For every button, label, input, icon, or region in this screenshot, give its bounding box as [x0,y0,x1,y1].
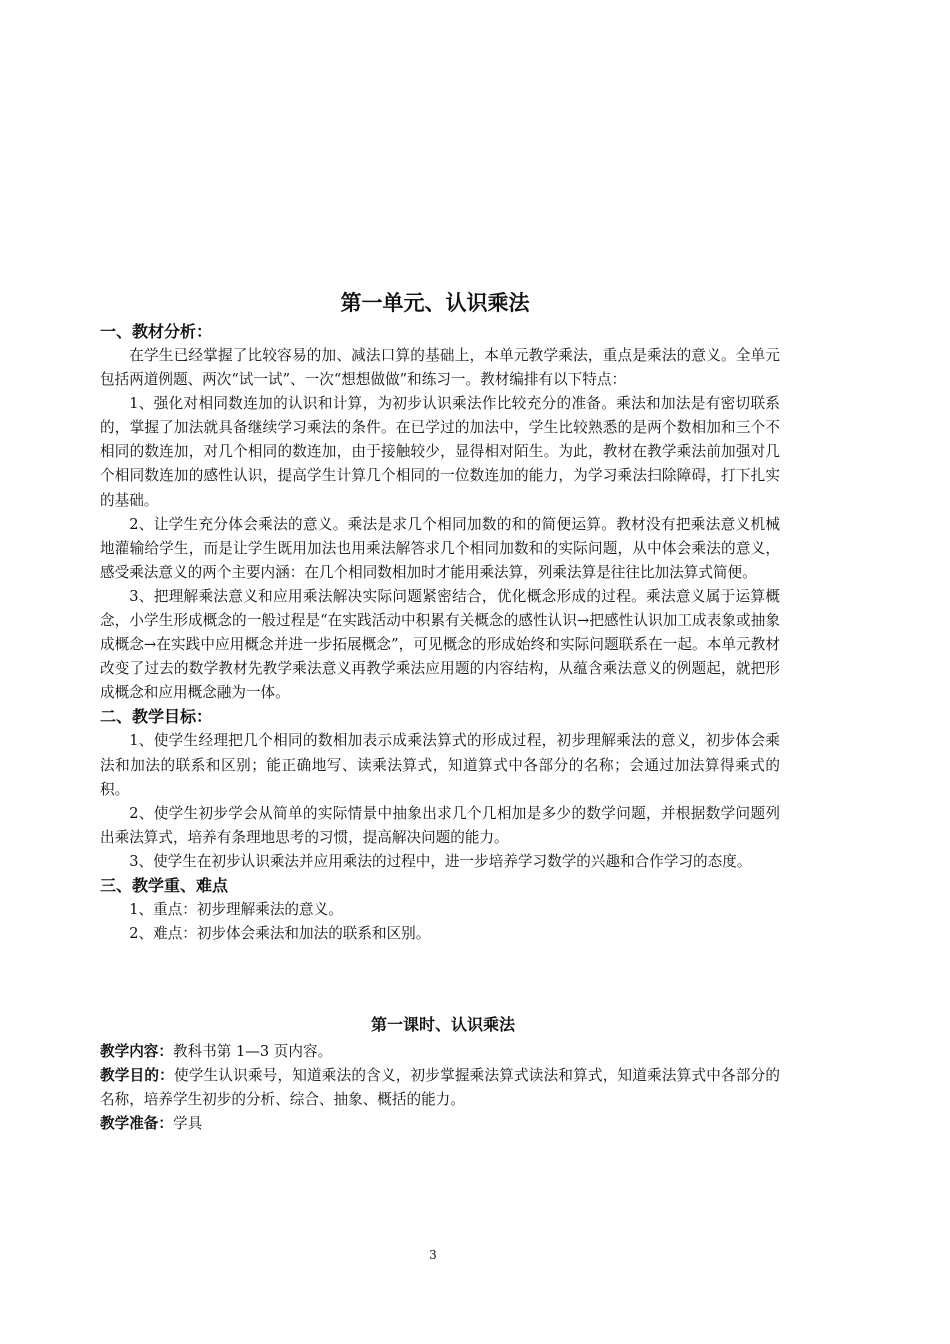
field-label: 教学准备： [100,1115,173,1133]
paragraph: 3、把理解乘法意义和应用乘法解决实际问题紧密结合，优化概念形成的过程。乘法意义属于运算概念，小学生形成概念的一般过程是“在实践活动中积累有关概念的感性认识→把感性认识加工成表象或抽象成概念→在实践中应用概念并进一步拓展概念”，可见概念的形成始终和实际问题联系在一起。本单元教材改变了过去的数学教材先教学乘法意义再教学乘法应用题的内容结构，从蕴含乘法意义的例题起，就把形成概念和应用概念融为一体。 [100,587,780,702]
unit-title: 第一单元、认识乘法 [340,291,530,315]
section-textbook-analysis [100,320,780,705]
paragraph: 2、使学生初步学会从简单的实际情景中抽象出求几个几相加是多少的数学问题，并根据数学问题列出乘法算式，培养有条理地思考的习惯，提高解决问题的能力。 [100,804,780,846]
section-lesson [100,1012,780,1136]
section-heading: 三、教学重、难点 [100,875,229,895]
field-value: 教科书第 1—3 页内容。 [172,1043,333,1061]
lesson-prep [100,1112,780,1136]
paragraph: 3、使学生在初步认识乘法并应用乘法的过程中，进一步培养学习数学的兴趣和合作学习的态度。 [129,852,752,870]
spacer [100,946,780,1012]
section-teaching-goals [100,705,780,874]
section-key-points [100,874,780,946]
paragraph: 在学生已经掌握了比较容易的加、减法口算的基础上，本单元教学乘法，重点是乘法的意义。全单元包括两道例题、两次“试一试”、一次“想想做做”和练习一。教材编排有以下特点： [100,347,780,389]
field-value: 使学生认识乘号，知道乘法的含义，初步掌握乘法算式读法和算式，知道乘法算式中各部分的名称，培养学生初步的分析、综合、抽象、概括的能力。 [100,1067,780,1109]
list-item: 2、难点：初步体会乘法和加法的联系和区别。 [129,925,431,943]
field-label: 教学内容： [100,1043,173,1061]
lesson-title: 第一课时、认识乘法 [370,1015,515,1035]
lesson-goal [100,1064,780,1112]
page-content [100,286,780,1137]
page-number: 3 [429,1248,437,1262]
list-item: 1、重点：初步理解乘法的意义。 [129,900,343,918]
paragraph: 1、使学生经理把几个相同的数相加表示成乘法算式的形成过程，初步理解乘法的意义，初步体会乘法和加法的联系和区别；能正确地写、读乘法算式，知道算式中各部分的名称；会通过加法算得乘式的积。 [100,732,780,798]
field-value: 学具 [172,1115,203,1133]
paragraph: 2、让学生充分体会乘法的意义。乘法是求几个相同加数的和的简便运算。教材没有把乘法意义机械地灌输给学生，而是让学生既用加法也用乘法解答求几个相同加数和的实际问题，从中体会乘法的意义，感受乘法意义的两个主要内涵：在几个相同数相加时才能用乘法算，列乘法算是往往比加法算式简便。 [100,515,780,581]
section-heading: 二、教学目标： [100,707,213,727]
field-label: 教学目的： [100,1067,174,1085]
paragraph: 1、强化对相同数连加的认识和计算，为初步认识乘法作比较充分的准备。乘法和加法是有密切联系的，掌握了加法就具备继续学习乘法的条件。在已学过的加法中，学生比较熟悉的是两个数相加和三个不相同的数连加，对几个相同的数连加，由于接触较少，显得相对陌生。为此，教材在教学乘法前加强对几个相同数连加的感性认识，提高学生计算几个相同的一位数连加的能力，为学习乘法扫除障碍，打下扎实的基础。 [100,395,780,509]
lesson-content [100,1040,780,1064]
section-heading: 一、教材分析： [100,322,213,341]
